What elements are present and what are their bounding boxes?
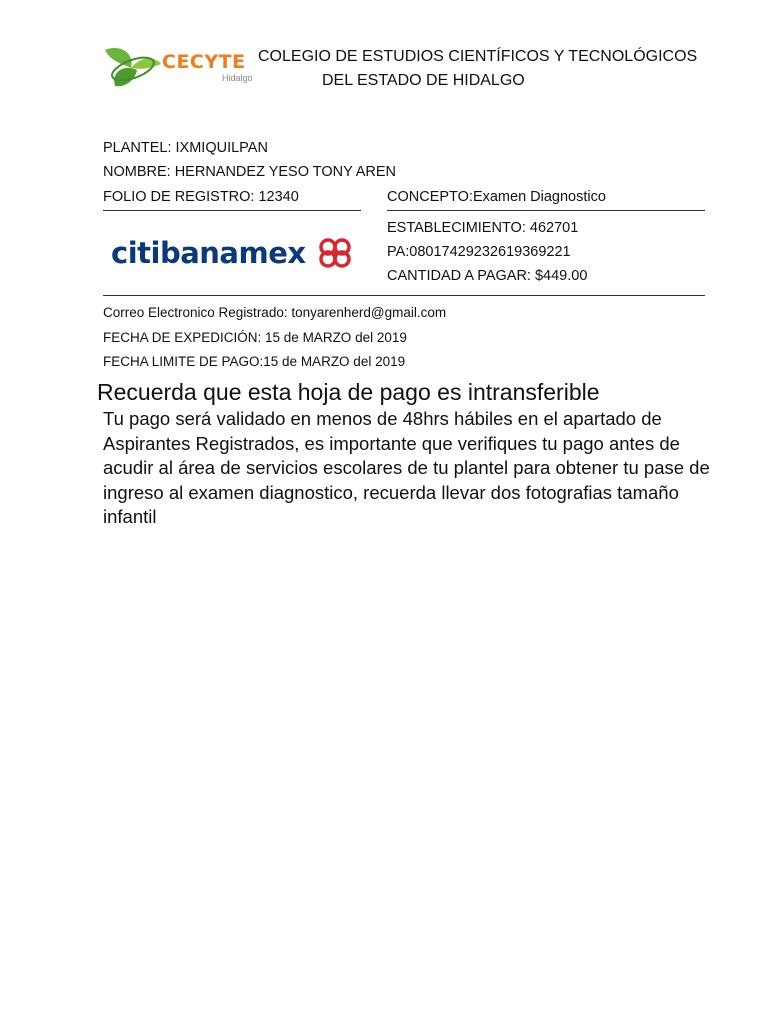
folio-field: FOLIO DE REGISTRO: 12340	[103, 189, 299, 205]
cantidad-field: CANTIDAD A PAGAR: $449.00	[387, 268, 588, 284]
notice-heading: Recuerda que esta hoja de pago es intransferible	[97, 379, 600, 405]
cecyte-logo	[101, 42, 261, 90]
notice-paragraph: Tu pago será validado en menos de 48hrs hábiles en el apartado de Aspirantes Registrados, es importante que verifiques tu pago antes de acudir al área de servicios escolares de tu plantel para obtener tu pase de ingreso al examen diagnostico, recuerda llevar dos fotografias tamaño infantil	[103, 408, 710, 527]
divider-full	[103, 295, 705, 296]
fecha-limite-field: FECHA LIMITE DE PAGO:15 de MARZO del 2019	[103, 354, 406, 369]
establecimiento-field: ESTABLECIMIENTO: 462701	[387, 220, 579, 236]
correo-field: Correo Electronico Registrado: tonyarenherd@gmail.com	[103, 305, 447, 320]
plantel-field: PLANTEL: IXMIQUILPAN	[103, 140, 268, 156]
citibanamex-logo	[111, 232, 356, 274]
pa-field: PA:08017429232619369221	[387, 244, 571, 260]
divider-left	[103, 210, 361, 211]
divider-right	[387, 210, 705, 211]
banamex-emblem-icon	[318, 238, 352, 268]
cecyte-logo-subtext: Hidalgo	[222, 73, 253, 83]
institution-title-line2: DEL ESTADO DE HIDALGO	[322, 72, 525, 89]
banamex-text: banamex	[159, 236, 306, 270]
cecyte-logo-text: CECYTE	[162, 51, 246, 73]
citibanamex-logo-text	[111, 232, 306, 274]
nombre-field: NOMBRE: HERNANDEZ YESO TONY AREN	[103, 164, 397, 180]
cecyte-leaf-icon	[101, 42, 163, 90]
fecha-expedicion-field: FECHA DE EXPEDICIÓN: 15 de MARZO del 2019	[103, 330, 407, 345]
concepto-field: CONCEPTO:Examen Diagnostico	[387, 189, 606, 205]
institution-title-line1: COLEGIO DE ESTUDIOS CIENTÍFICOS Y TECNOLÓGICOS	[258, 48, 698, 65]
citi-text: citi	[111, 236, 160, 270]
